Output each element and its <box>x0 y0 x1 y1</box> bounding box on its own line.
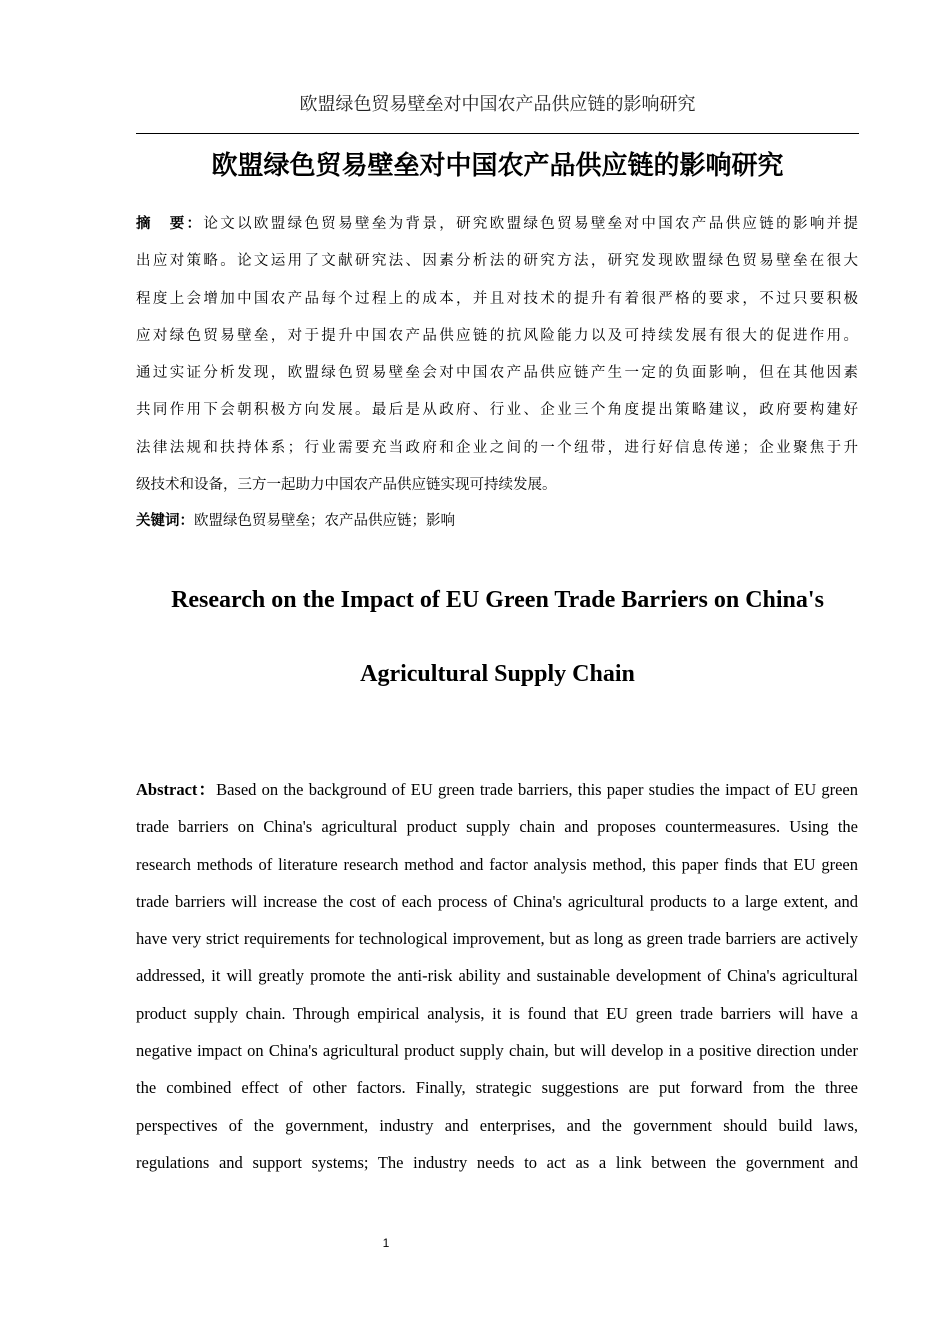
abstract-en-line: perspectives of the government, industry and enterprises, and the government should build laws, <box>136 1115 858 1135</box>
abstract-cn-line: 出应对策略。论文运用了文献研究法、因素分析法的研究方法，研究发现欧盟绿色贸易壁垒在很大 <box>136 253 858 270</box>
title-chinese: 欧盟绿色贸易壁垒对中国农产品供应链的影响研究 <box>211 151 784 181</box>
abstract-chinese <box>136 210 858 508</box>
keywords-text: 欧盟绿色贸易壁垒；农产品供应链；影响 <box>194 513 455 529</box>
abstract-en-label: Abstract： <box>136 780 217 799</box>
abstract-cn-line: 通过实证分析发现，欧盟绿色贸易壁垒会对中国农产品供应链产生一定的负面影响，但在其他因素 <box>136 365 858 382</box>
abstract-en-line: the combined effect of other factors. Finally, strategic suggestions are put forward from the three <box>136 1078 858 1098</box>
abstract-cn-line: 应对绿色贸易壁垒，对于提升中国农产品供应链的抗风险能力以及可持续发展有很大的促进作用。 <box>136 327 858 344</box>
abstract-cn-line: 共同作用下会朝积极方向发展。最后是从政府、行业、企业三个角度提出策略建议，政府要构建好 <box>136 402 858 419</box>
abstract-english <box>136 778 858 1188</box>
abstract-en-line: regulations and support systems; The industry needs to act as a link between the government and <box>136 1152 858 1172</box>
abstract-cn-line: 级技术和设备，三方一起助力中国农产品供应链实现可持续发展。 <box>136 477 557 494</box>
abstract-cn-line: 法律法规和扶持体系；行业需要充当政府和企业之间的一个纽带，进行好信息传递；企业聚焦于升 <box>136 439 858 456</box>
keywords-label: 关键词： <box>136 512 194 529</box>
title-english-line-1: Research on the Impact of EU Green Trade Barriers on China's <box>171 587 824 613</box>
abstract-en-line: trade barriers on China's agricultural product supply chain and proposes countermeasures. Using the <box>136 817 858 837</box>
abstract-en-line: research methods of literature research method and factor analysis method, this paper finds that EU green <box>136 854 858 874</box>
title-english-line-2: Agricultural Supply Chain <box>360 661 635 687</box>
abstract-cn-label: 摘 要： <box>136 215 204 232</box>
abstract-en-line: product supply chain. Through empirical analysis, it is found that EU green trade barriers will have a <box>136 1003 858 1023</box>
abstract-en-line: have very strict requirements for technological improvement, but as long as green trade barriers are actively <box>136 929 858 949</box>
keywords-chinese <box>136 509 455 530</box>
abstract-en-line: negative impact on China's agricultural product supply chain, but will develop in a positive direction under <box>136 1041 858 1061</box>
abstract-en-text: Based on the background of EU green trade barriers, this paper studies the impact of EU green <box>216 780 858 799</box>
header-rule <box>136 133 859 134</box>
abstract-cn-line <box>136 210 858 247</box>
running-header: 欧盟绿色贸易壁垒对中国农产品供应链的影响研究 <box>299 94 696 115</box>
abstract-en-line: addressed, it will greatly promote the anti-risk ability and sustainable development of China's agricultural <box>136 966 858 986</box>
abstract-cn-line: 程度上会增加中国农产品每个过程上的成本，并且对技术的提升有着很严格的要求，不过只要积极 <box>136 290 858 307</box>
abstract-en-line <box>136 778 858 815</box>
abstract-en-line: trade barriers will increase the cost of each process of China's agricultural products to a large extent, and <box>136 891 858 911</box>
abstract-cn-text: 论文以欧盟绿色贸易壁垒为背景，研究欧盟绿色贸易壁垒对中国农产品供应链的影响并提 <box>203 216 859 232</box>
page-number: 1 <box>382 1236 390 1250</box>
